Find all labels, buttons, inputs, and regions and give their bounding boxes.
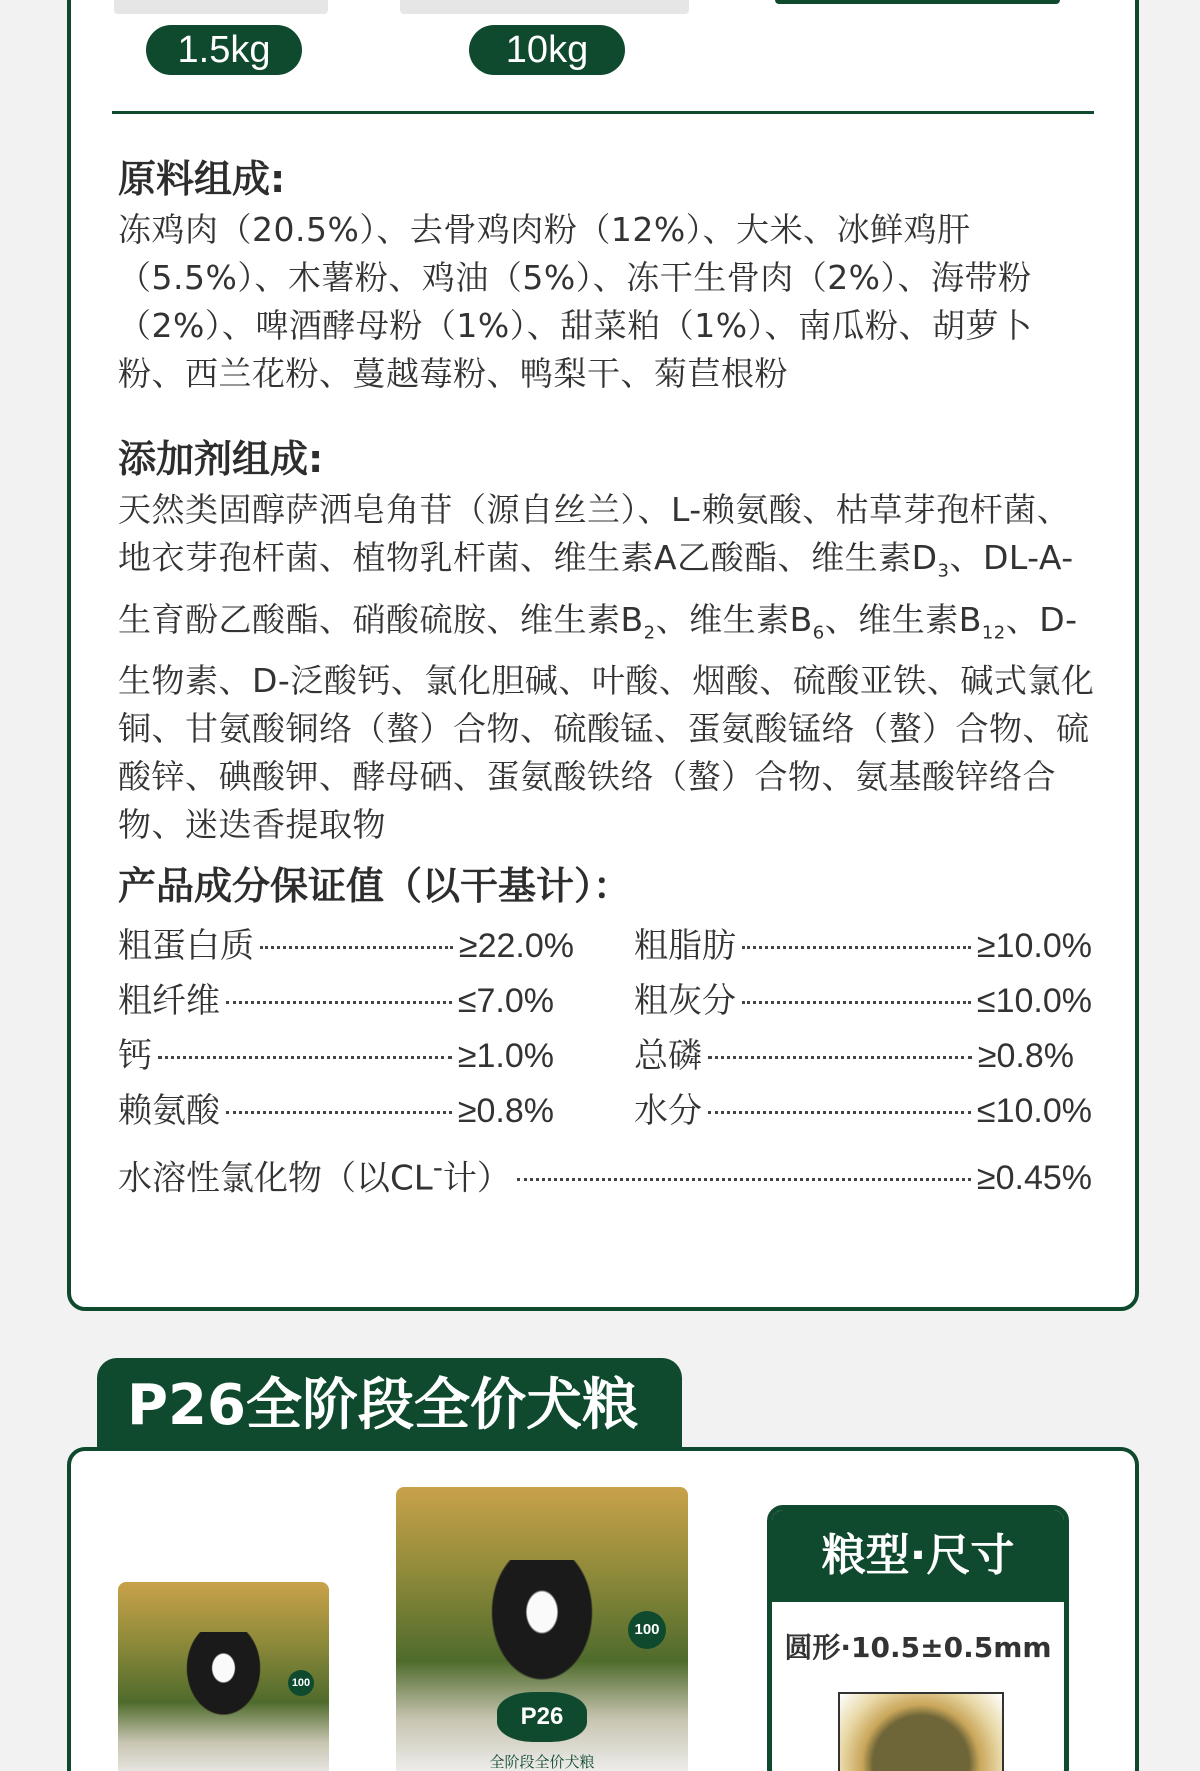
nutrient-value: ≥1.0%: [457, 1037, 554, 1075]
nutrient-label: 粗蛋白质: [118, 926, 254, 966]
nutrient-label: 水溶性氯化物（以CL-计）: [118, 1151, 511, 1199]
kibble-shape-title: 粮型·尺寸: [772, 1510, 1064, 1602]
dot-leader: [742, 1001, 971, 1004]
dog-illustration: [484, 1560, 601, 1691]
kibble-shape-box: [767, 1505, 1069, 1771]
nutrient-value: ≥0.45%: [976, 1159, 1092, 1198]
protein-badge: 100: [288, 1670, 314, 1696]
dot-leader: [517, 1178, 971, 1181]
nutrient-label: 粗脂肪: [634, 926, 736, 966]
weight-label-large: 10kg: [469, 25, 625, 75]
nutrient-value: ≥10.0%: [976, 927, 1092, 965]
product-bag-small: [118, 1582, 329, 1771]
section-divider: [112, 111, 1094, 114]
nutrient-value: ≤10.0%: [976, 1092, 1092, 1130]
nutrient-row: [118, 922, 574, 970]
nutrient-value: ≤10.0%: [976, 982, 1092, 1020]
nutrient-row: [118, 1087, 554, 1135]
nutrient-value: ≥0.8%: [977, 1037, 1074, 1075]
protein-badge: 100: [628, 1611, 666, 1649]
nutrient-value: ≥22.0%: [458, 927, 574, 965]
dog-illustration: [181, 1632, 265, 1722]
kibble-photo: [838, 1692, 1004, 1771]
package-image-large: [400, 0, 689, 14]
nutrient-row: [634, 977, 1092, 1025]
ingredients-title: 原料组成:: [118, 157, 286, 201]
product-bag-large: [396, 1487, 688, 1771]
dot-leader: [742, 946, 971, 949]
weight-label-small: 1.5kg: [146, 25, 302, 75]
nutrient-label: 钙: [118, 1036, 152, 1076]
ingredients-text: 冻鸡肉（20.5%）、去骨鸡肉粉（12%）、大米、冰鲜鸡肝（5.5%）、木薯粉、鸡油（5%）、冻干生骨肉（2%）、海带粉（2%）、啤酒酵母粉（1%）、甜菜粕（1%）、南瓜粉、胡萝卜粉、西兰花粉、蔓越莓粉、鸭梨干、菊苣根粉: [118, 210, 1033, 393]
dot-leader: [708, 1056, 972, 1059]
nutrient-label: 总磷: [634, 1036, 702, 1076]
dot-leader: [158, 1056, 452, 1059]
nutrient-value: ≥0.8%: [457, 1092, 554, 1130]
product-title-tab: P26全阶段全价犬粮: [97, 1358, 682, 1454]
bag-product-name: 全阶段全价犬粮: [489, 1753, 595, 1771]
guarantee-title: 产品成分保证值（以干基计）：: [118, 864, 632, 908]
p26-label: P26: [497, 1692, 587, 1742]
kibble-size: 圆形·10.5±0.5mm: [784, 1631, 1052, 1664]
nutrient-row: [634, 1087, 1092, 1135]
dot-leader: [226, 1001, 452, 1004]
dot-leader: [260, 946, 453, 949]
nutrient-label: 粗纤维: [118, 981, 220, 1021]
nutrient-row: [118, 1032, 554, 1080]
dot-leader: [226, 1111, 452, 1114]
additives-title: 添加剂组成:: [118, 437, 324, 481]
nutrient-row: [634, 1032, 1074, 1080]
package-image-small: [114, 0, 328, 14]
dot-leader: [708, 1111, 971, 1114]
nutrient-row: [118, 977, 554, 1025]
nutrient-label: 赖氨酸: [118, 1091, 220, 1131]
package-image-right-edge: [775, 0, 1060, 4]
nutrient-value: ≤7.0%: [457, 982, 554, 1020]
nutrient-label: 水分: [634, 1091, 702, 1131]
additives-text: 天然类固醇萨洒皂角苷（源自丝兰）、L-赖氨酸、枯草芽孢杆菌、地衣芽孢杆菌、植物乳杆菌、维生素A乙酸酯、维生素$D_3$、DL-A-生育酚乙酸酯、硝酸硫胺、维生素$B_2$、维生素$B_6$、维生素$B_{12}$、D-生物素、D-泛酸钙、氯化胆碱、叶酸、烟酸、硫酸亚铁、碱式氯化铜、甘氨酸铜络（螯）合物、硫酸锰、蛋氨酸锰络（螯）合物、硫酸锌、碘酸钾、酵母硒、蛋氨酸铁络（螯）合物、氨基酸锌络合物、迷迭香提取物: [118, 490, 1095, 845]
nutrient-row: [634, 922, 1092, 970]
nutrient-row-chloride: [118, 1144, 1092, 1199]
nutrient-label: 粗灰分: [634, 981, 736, 1021]
